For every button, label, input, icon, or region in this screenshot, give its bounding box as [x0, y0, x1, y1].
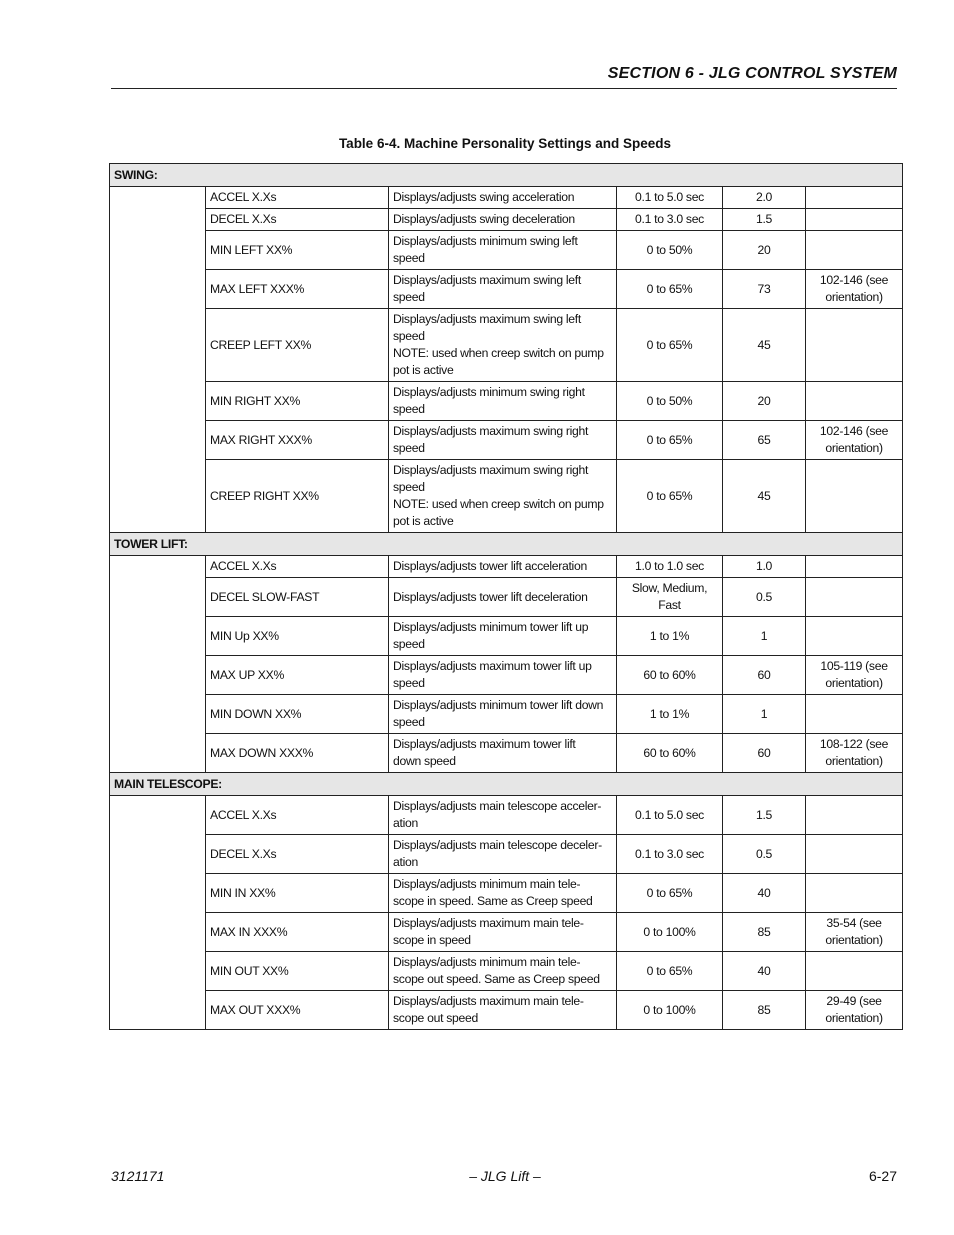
setting-cell: MAX OUT XXX%: [206, 991, 389, 1030]
description-cell-line: Displays/adjusts maximum main tele-: [393, 994, 584, 1008]
notes-cell-line: 105-119 (see: [820, 659, 888, 673]
description-cell-line: Displays/adjusts maximum swing left: [393, 273, 581, 287]
table-row: [110, 991, 903, 1030]
notes-cell: [806, 460, 903, 533]
default-cell: 0.5: [723, 578, 806, 617]
default-cell: 40: [723, 874, 806, 913]
notes-cell: [806, 952, 903, 991]
description-cell-line: NOTE: used when creep switch on pump: [393, 346, 604, 360]
range-cell: [617, 734, 723, 773]
description-cell: [389, 382, 617, 421]
table-row: [110, 231, 903, 270]
range-cell-line: 0 to 50%: [646, 242, 693, 257]
group-header: SWING:: [110, 164, 903, 187]
description-cell-line: speed: [393, 676, 425, 690]
description-cell: [389, 421, 617, 460]
description-cell-line: speed: [393, 251, 425, 265]
notes-cell-line: orientation): [825, 676, 883, 690]
setting-cell: MIN OUT XX%: [206, 952, 389, 991]
notes-cell: [806, 231, 903, 270]
setting-cell: CREEP RIGHT XX%: [206, 460, 389, 533]
default-cell: 73: [723, 270, 806, 309]
setting-cell: MAX UP XX%: [206, 656, 389, 695]
default-cell: 60: [723, 656, 806, 695]
range-cell-line: 0.1 to 5.0 sec: [635, 190, 704, 204]
description-cell-line: Displays/adjusts swing acceleration: [393, 190, 575, 204]
default-cell: 1: [723, 617, 806, 656]
range-cell: [617, 187, 723, 209]
range-cell: [617, 556, 723, 578]
description-cell: [389, 796, 617, 835]
notes-cell: [806, 695, 903, 734]
range-cell: [617, 382, 723, 421]
table-row: [110, 913, 903, 952]
description-cell: [389, 695, 617, 734]
range-cell: [617, 952, 723, 991]
footer-page-number: 6-27: [868, 1168, 897, 1184]
notes-cell: [806, 991, 903, 1030]
range-cell-line: 0.1 to 5.0 sec: [635, 807, 704, 822]
group-header: TOWER LIFT:: [110, 533, 903, 556]
table-row: [110, 952, 903, 991]
group-header-row: [110, 164, 903, 187]
description-cell-line: pot is active: [393, 363, 454, 377]
default-cell: 20: [723, 382, 806, 421]
range-cell: [617, 309, 723, 382]
notes-cell-line: orientation): [825, 441, 883, 455]
default-cell: 45: [723, 460, 806, 533]
default-cell: 20: [723, 231, 806, 270]
description-cell-line: Displays/adjusts maximum main tele-: [393, 916, 584, 930]
range-cell-line: 0 to 100%: [643, 924, 696, 939]
description-cell-line: Displays/adjusts main telescope deceler-: [393, 838, 602, 852]
section-title: SECTION 6 - JLG CONTROL SYSTEM: [607, 65, 897, 82]
range-cell-line: 0 to 65%: [646, 432, 693, 447]
description-cell-line: speed: [393, 290, 425, 304]
description-cell-line: Displays/adjusts minimum tower lift up: [393, 620, 589, 634]
setting-cell: DECEL X.Xs: [206, 835, 389, 874]
notes-cell: [806, 309, 903, 382]
description-cell-line: speed: [393, 329, 425, 343]
default-cell: 1.5: [723, 796, 806, 835]
header-rule: [111, 88, 897, 89]
range-cell: [617, 617, 723, 656]
range-cell: [617, 209, 723, 231]
table-row: [110, 460, 903, 533]
setting-cell: MAX LEFT XXX%: [206, 270, 389, 309]
range-cell-line: 0 to 65%: [646, 337, 693, 352]
description-cell-line: Displays/adjusts maximum tower lift: [393, 737, 576, 751]
default-cell: 45: [723, 309, 806, 382]
description-cell-line: Displays/adjusts tower lift deceleration: [393, 589, 588, 604]
range-cell: [617, 695, 723, 734]
range-cell: [617, 460, 723, 533]
range-cell-line: 0.1 to 3.0 sec: [635, 212, 704, 226]
notes-cell-line: 29-49 (see: [826, 994, 882, 1008]
notes-cell-line: orientation): [825, 1011, 883, 1025]
table-row: [110, 835, 903, 874]
description-cell: [389, 656, 617, 695]
range-cell-line: Slow, Medium,: [631, 581, 708, 595]
notes-cell: [806, 796, 903, 835]
table-row: [110, 270, 903, 309]
description-cell: [389, 913, 617, 952]
range-cell-line: 0 to 65%: [646, 885, 693, 900]
default-cell: 85: [723, 913, 806, 952]
default-cell: 60: [723, 734, 806, 773]
setting-cell: MIN RIGHT XX%: [206, 382, 389, 421]
range-cell-line: 1.0 to 1.0 sec: [635, 559, 704, 573]
range-cell-line: 1 to 1%: [649, 628, 690, 643]
range-cell: [617, 913, 723, 952]
setting-cell: MIN Up XX%: [206, 617, 389, 656]
setting-cell: MAX RIGHT XXX%: [206, 421, 389, 460]
group-header: MAIN TELESCOPE:: [110, 773, 903, 796]
default-cell: 1.0: [723, 556, 806, 578]
notes-cell: [806, 656, 903, 695]
notes-cell: [806, 421, 903, 460]
description-cell-line: NOTE: used when creep switch on pump: [393, 497, 604, 511]
range-cell: [617, 231, 723, 270]
description-cell-line: Displays/adjusts minimum tower lift down: [393, 698, 604, 712]
table-row: [110, 796, 903, 835]
notes-cell: [806, 874, 903, 913]
notes-cell: [806, 209, 903, 231]
group-header-row: [110, 773, 903, 796]
notes-cell-line: 108-122 (see: [819, 737, 889, 751]
notes-cell: [806, 617, 903, 656]
table-row: [110, 734, 903, 773]
setting-cell: ACCEL X.Xs: [206, 187, 389, 209]
table-row: [110, 382, 903, 421]
default-cell: 2.0: [723, 187, 806, 209]
setting-cell: MIN IN XX%: [206, 874, 389, 913]
notes-cell-line: 102-146 (see: [819, 424, 889, 438]
description-cell: [389, 578, 617, 617]
range-cell-line: 60 to 60%: [643, 667, 696, 682]
description-cell-line: Displays/adjusts maximum swing right: [393, 463, 589, 477]
description-cell: [389, 952, 617, 991]
description-cell-line: Displays/adjusts tower lift acceleration: [393, 559, 587, 573]
footer-publisher: – JLG Lift –: [469, 1168, 541, 1184]
table-row: [110, 209, 903, 231]
range-cell-line: 0 to 65%: [646, 963, 693, 978]
description-cell-line: scope in speed: [393, 933, 471, 947]
notes-cell-line: orientation): [825, 290, 883, 304]
notes-cell-line: 102-146 (see: [819, 273, 889, 287]
description-cell-line: Displays/adjusts maximum swing right: [393, 424, 589, 438]
description-cell: [389, 991, 617, 1030]
notes-cell: [806, 835, 903, 874]
description-cell-line: Displays/adjusts maximum tower lift up: [393, 659, 592, 673]
range-cell: [617, 796, 723, 835]
notes-cell: [806, 187, 903, 209]
description-cell-line: Displays/adjusts swing deceleration: [393, 212, 575, 226]
setting-cell: DECEL X.Xs: [206, 209, 389, 231]
description-cell-line: speed: [393, 637, 425, 651]
notes-cell: [806, 913, 903, 952]
notes-cell: [806, 382, 903, 421]
range-cell: [617, 835, 723, 874]
table-row: [110, 617, 903, 656]
range-cell-line: 0 to 100%: [643, 1002, 696, 1017]
description-cell-line: scope out speed. Same as Creep speed: [393, 972, 600, 986]
setting-cell: DECEL SLOW-FAST: [206, 578, 389, 617]
range-cell: [617, 270, 723, 309]
range-cell-line: 0 to 65%: [646, 281, 693, 296]
description-cell-line: speed: [393, 480, 425, 494]
description-cell-line: Displays/adjusts minimum swing right: [393, 385, 585, 399]
table-row: [110, 578, 903, 617]
description-cell: [389, 270, 617, 309]
description-cell: [389, 835, 617, 874]
table-row: [110, 309, 903, 382]
range-cell-line: 0.1 to 3.0 sec: [635, 846, 704, 861]
setting-cell: ACCEL X.Xs: [206, 796, 389, 835]
range-cell-line: 1 to 1%: [649, 706, 690, 721]
table-row: [110, 187, 903, 209]
notes-cell: [806, 578, 903, 617]
setting-cell: MAX DOWN XXX%: [206, 734, 389, 773]
description-cell: [389, 209, 617, 231]
notes-cell-line: 35-54 (see: [826, 916, 882, 930]
range-cell: [617, 421, 723, 460]
range-cell-line: 60 to 60%: [643, 745, 696, 760]
default-cell: 40: [723, 952, 806, 991]
table-row: [110, 695, 903, 734]
group-spacer-cell: [110, 187, 206, 533]
description-cell-line: Displays/adjusts main telescope acceler-: [393, 799, 602, 813]
table-row: [110, 421, 903, 460]
range-cell-line: Fast: [658, 598, 681, 612]
description-cell: [389, 734, 617, 773]
description-cell: [389, 231, 617, 270]
notes-cell: [806, 270, 903, 309]
description-cell-line: speed: [393, 441, 425, 455]
footer-doc-number: 3121171: [111, 1168, 165, 1184]
setting-cell: MIN DOWN XX%: [206, 695, 389, 734]
description-cell-line: down speed: [393, 754, 456, 768]
personality-settings-table: [109, 163, 903, 1030]
group-header-row: [110, 533, 903, 556]
description-cell-line: Displays/adjusts minimum swing left: [393, 234, 578, 248]
description-cell-line: Displays/adjusts minimum main tele-: [393, 877, 581, 891]
description-cell-line: speed: [393, 402, 425, 416]
table-row: [110, 874, 903, 913]
setting-cell: MIN LEFT XX%: [206, 231, 389, 270]
description-cell: [389, 309, 617, 382]
notes-cell: [806, 734, 903, 773]
table-row: [110, 656, 903, 695]
group-spacer-cell: [110, 796, 206, 1030]
default-cell: 65: [723, 421, 806, 460]
notes-cell: [806, 556, 903, 578]
description-cell: [389, 556, 617, 578]
description-cell: [389, 187, 617, 209]
description-cell: [389, 874, 617, 913]
notes-cell-line: orientation): [825, 754, 883, 768]
description-cell-line: ation: [393, 816, 418, 830]
notes-cell-line: orientation): [825, 933, 883, 947]
description-cell: [389, 617, 617, 656]
range-cell-line: 0 to 50%: [646, 393, 693, 408]
table-body: [110, 164, 903, 1030]
description-cell-line: pot is active: [393, 514, 454, 528]
description-cell-line: speed: [393, 715, 425, 729]
range-cell-line: 0 to 65%: [646, 488, 693, 503]
setting-cell: MAX IN XXX%: [206, 913, 389, 952]
default-cell: 0.5: [723, 835, 806, 874]
table-caption: Table 6-4. Machine Personality Settings and Speeds: [338, 136, 672, 151]
description-cell-line: ation: [393, 855, 418, 869]
group-spacer-cell: [110, 556, 206, 773]
description-cell-line: Displays/adjusts maximum swing left: [393, 312, 581, 326]
setting-cell: CREEP LEFT XX%: [206, 309, 389, 382]
range-cell: [617, 656, 723, 695]
description-cell-line: Displays/adjusts minimum main tele-: [393, 955, 581, 969]
description-cell-line: scope out speed: [393, 1011, 478, 1025]
description-cell-line: scope in speed. Same as Creep speed: [393, 894, 593, 908]
default-cell: 85: [723, 991, 806, 1030]
default-cell: 1.5: [723, 209, 806, 231]
default-cell: 1: [723, 695, 806, 734]
range-cell: [617, 991, 723, 1030]
table-row: [110, 556, 903, 578]
description-cell: [389, 460, 617, 533]
setting-cell: ACCEL X.Xs: [206, 556, 389, 578]
range-cell: [617, 578, 723, 617]
range-cell: [617, 874, 723, 913]
